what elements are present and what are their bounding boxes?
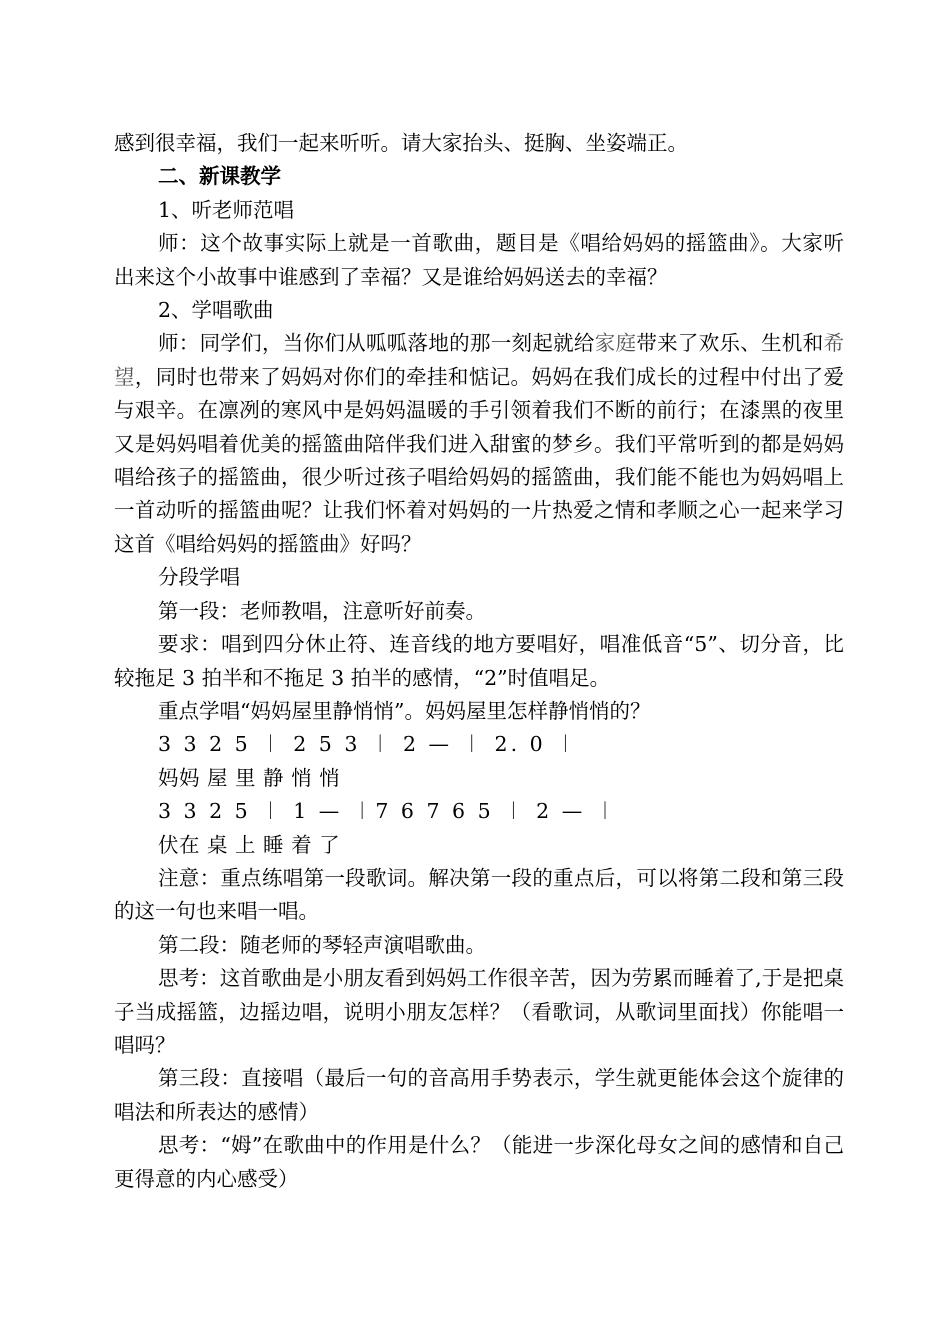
requirement: 要求：唱到四分休止符、连音线的地方要唱好，唱准低音“5”、切分音，比较拖足 3 拍半和不拖足 3 拍半的感情，“2”时值唱足。 [114,632,844,690]
document-body [114,127,844,1196]
focus-line: 重点学唱“妈妈屋里静悄悄”。妈妈屋里怎样静悄悄的？ [158,698,651,723]
teacher-intro-part2: 带来了欢乐、生机和 [636,331,824,356]
paragraph-intro-end: 感到很幸福，我们一起来听听。请大家抬头、挺胸、坐姿端正。 [114,131,688,155]
word-hope: 希望 [114,331,844,389]
segment-one: 第一段：老师教唱，注意听好前奏。 [158,598,486,623]
paragraph-teacher-story: 师：这个故事实际上就是一首歌曲，题目是《唱给妈妈的摇篮曲》。大家听出来这个小故事中谁感到了幸福？又是谁给妈妈送去的幸福？ [114,231,844,289]
heading-learn: 2、学唱歌曲 [158,298,274,323]
note-paragraph: 注意：重点练唱第一段歌词。解决第一段的重点后，可以将第二段和第三段的这一句也来唱一唱。 [114,865,844,924]
notation-line-1: 3 3 2 5 ︱ 2 5 3 ︱ 2 — ︱ 2. 0 ︱ [158,732,579,757]
notation-line-2: 3 3 2 5 ︱ 1 — ︱7 6 7 6 5 ︱ 2 — ︱ [158,799,619,824]
section-segment: 分段学唱 [158,565,240,590]
think-two: 思考：“姆”在歌曲中的作用是什么？（能进一步深化母女之间的感情和自己更得意的内心感受） [114,1133,844,1191]
lyrics-line-1: 妈妈 屋 里 静 悄 悄 [158,765,341,790]
think-one: 思考：这首歌曲是小朋友看到妈妈工作很辛苦，因为劳累而睡着了,于是把桌子当成摇篮，边摇边唱，说明小朋友怎样？（看歌词，从歌词里面找）你能唱一唱吗？ [114,966,844,1057]
segment-three: 第三段：直接唱（最后一句的音高用手势表示，学生就更能体会这个旋律的唱法和所表达的感情） [114,1066,844,1124]
paragraph-teacher-intro [114,327,844,561]
heading-new-lesson: 二、新课教学 [158,164,281,189]
segment-two: 第二段：随老师的琴轻声演唱歌曲。 [158,932,486,957]
teacher-intro-part1: 师：同学们，当你们从呱呱落地的那一刻起就给 [158,331,595,356]
word-family: 家庭 [594,331,637,356]
teacher-intro-part3: ，同时也带来了妈妈对你们的牵挂和惦记。妈妈在我们成长的过程中付出了爱与艰辛。在凛冽的寒风中是妈妈温暖的手引领着我们不断的前行；在漆黑的夜里又是妈妈唱着优美的摇篮曲陪伴我们进入甜蜜的梦乡。我们平常听到的都是妈妈唱给孩子的摇篮曲，很少听过孩子唱给妈妈的摇篮曲，我们能不能也为妈妈唱上一首动听的摇篮曲呢？让我们怀着对妈妈的一片热爱之情和孝顺之心一起来学习这首《唱给妈妈的摇篮曲》好吗？ [114,364,845,556]
heading-listen: 1、听老师范唱 [158,197,295,222]
lyrics-line-2: 伏在 桌 上 睡 着 了 [158,832,341,857]
